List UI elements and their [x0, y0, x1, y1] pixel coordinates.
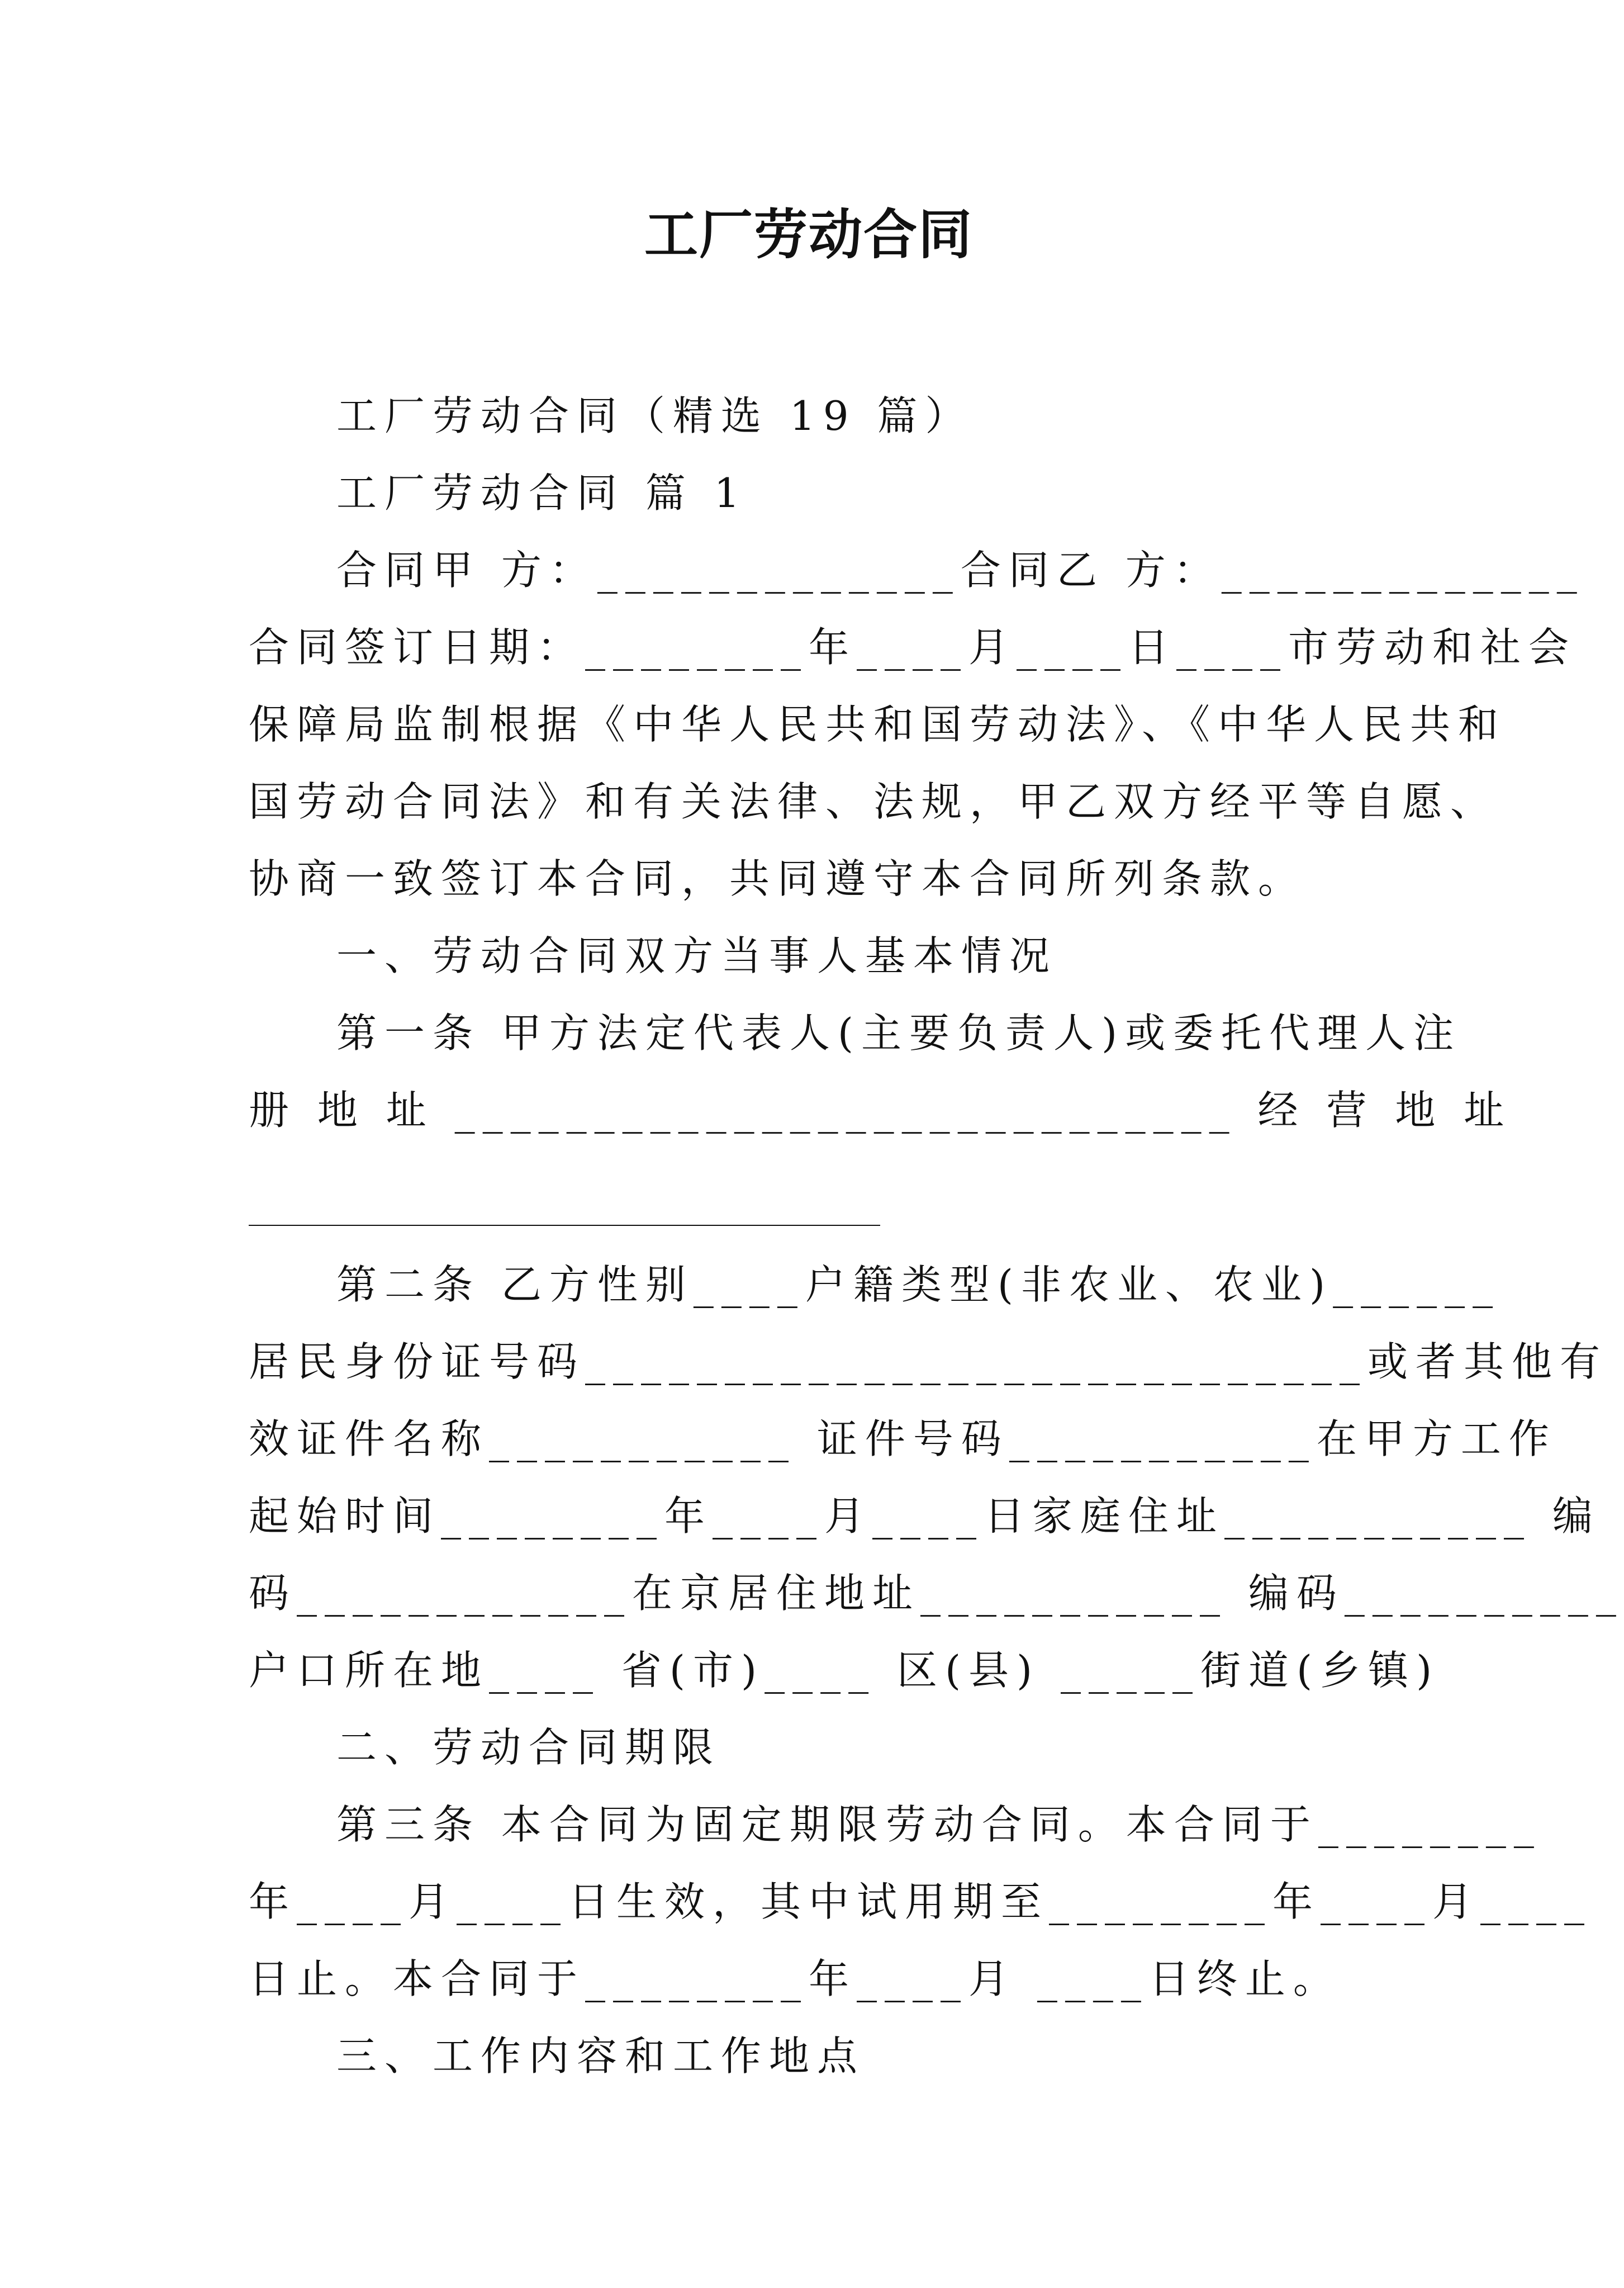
text-line: 国劳动合同法》和有关法律、法规，甲乙双方经平等自愿、	[249, 778, 1499, 825]
text-line: 日止。本合同于________年____月 ____日终止。	[249, 1955, 1341, 2002]
text-line: 合同签订日期：________年____月____日____市劳动和社会	[249, 624, 1577, 671]
text-line: 居民身份证号码____________________________或者其他有	[249, 1338, 1608, 1385]
document-body	[249, 377, 1624, 2095]
blank-underline	[249, 1191, 880, 1226]
text-line: 保障局监制根据《中华人民共和国劳动法》、《中华人民共和	[249, 701, 1507, 748]
section-heading: 三、工作内容和工作地点	[336, 2033, 866, 2079]
text-line: 年____月____日生效，其中试用期至________年____月____	[249, 1878, 1593, 1925]
separator-line-row	[249, 1149, 1372, 1226]
text-line: 册 地 址 ____________________________ 经 营 地 址	[249, 1087, 1512, 1134]
text-line: 合同甲 方：_____________合同乙 方：_____________	[336, 547, 1585, 594]
section-heading: 工厂劳动合同 篇 1	[336, 470, 748, 517]
text-line: 协商一致签订本合同，共同遵守本合同所列条款。	[249, 855, 1307, 902]
text-line: 效证件名称___________ 证件号码___________在甲方工作	[249, 1415, 1557, 1462]
section-heading: 二、劳动合同期限	[336, 1724, 721, 1771]
text-line: 第一条 甲方法定代表人(主要负责人)或委托代理人注	[336, 1010, 1462, 1057]
text-line: 码____________在京居住地址___________ 编码__________	[249, 1570, 1624, 1617]
text-line: 第三条 本合同为固定期限劳动合同。本合同于________	[336, 1801, 1542, 1848]
text-line: 起始时间________年____月____日家庭住址___________ 编	[249, 1493, 1601, 1539]
spacer	[249, 1226, 1372, 1246]
document-title: 工厂劳动合同	[644, 203, 973, 266]
subtitle-line: 工厂劳动合同（精选 19 篇）	[336, 392, 974, 439]
text-line: 第二条 乙方性别____户籍类型(非农业、农业)______	[336, 1261, 1501, 1308]
section-heading: 一、劳动合同双方当事人基本情况	[336, 932, 1058, 979]
text-line: 户口所在地____ 省(市)____ 区(县) _____街道(乡镇)	[249, 1647, 1440, 1694]
